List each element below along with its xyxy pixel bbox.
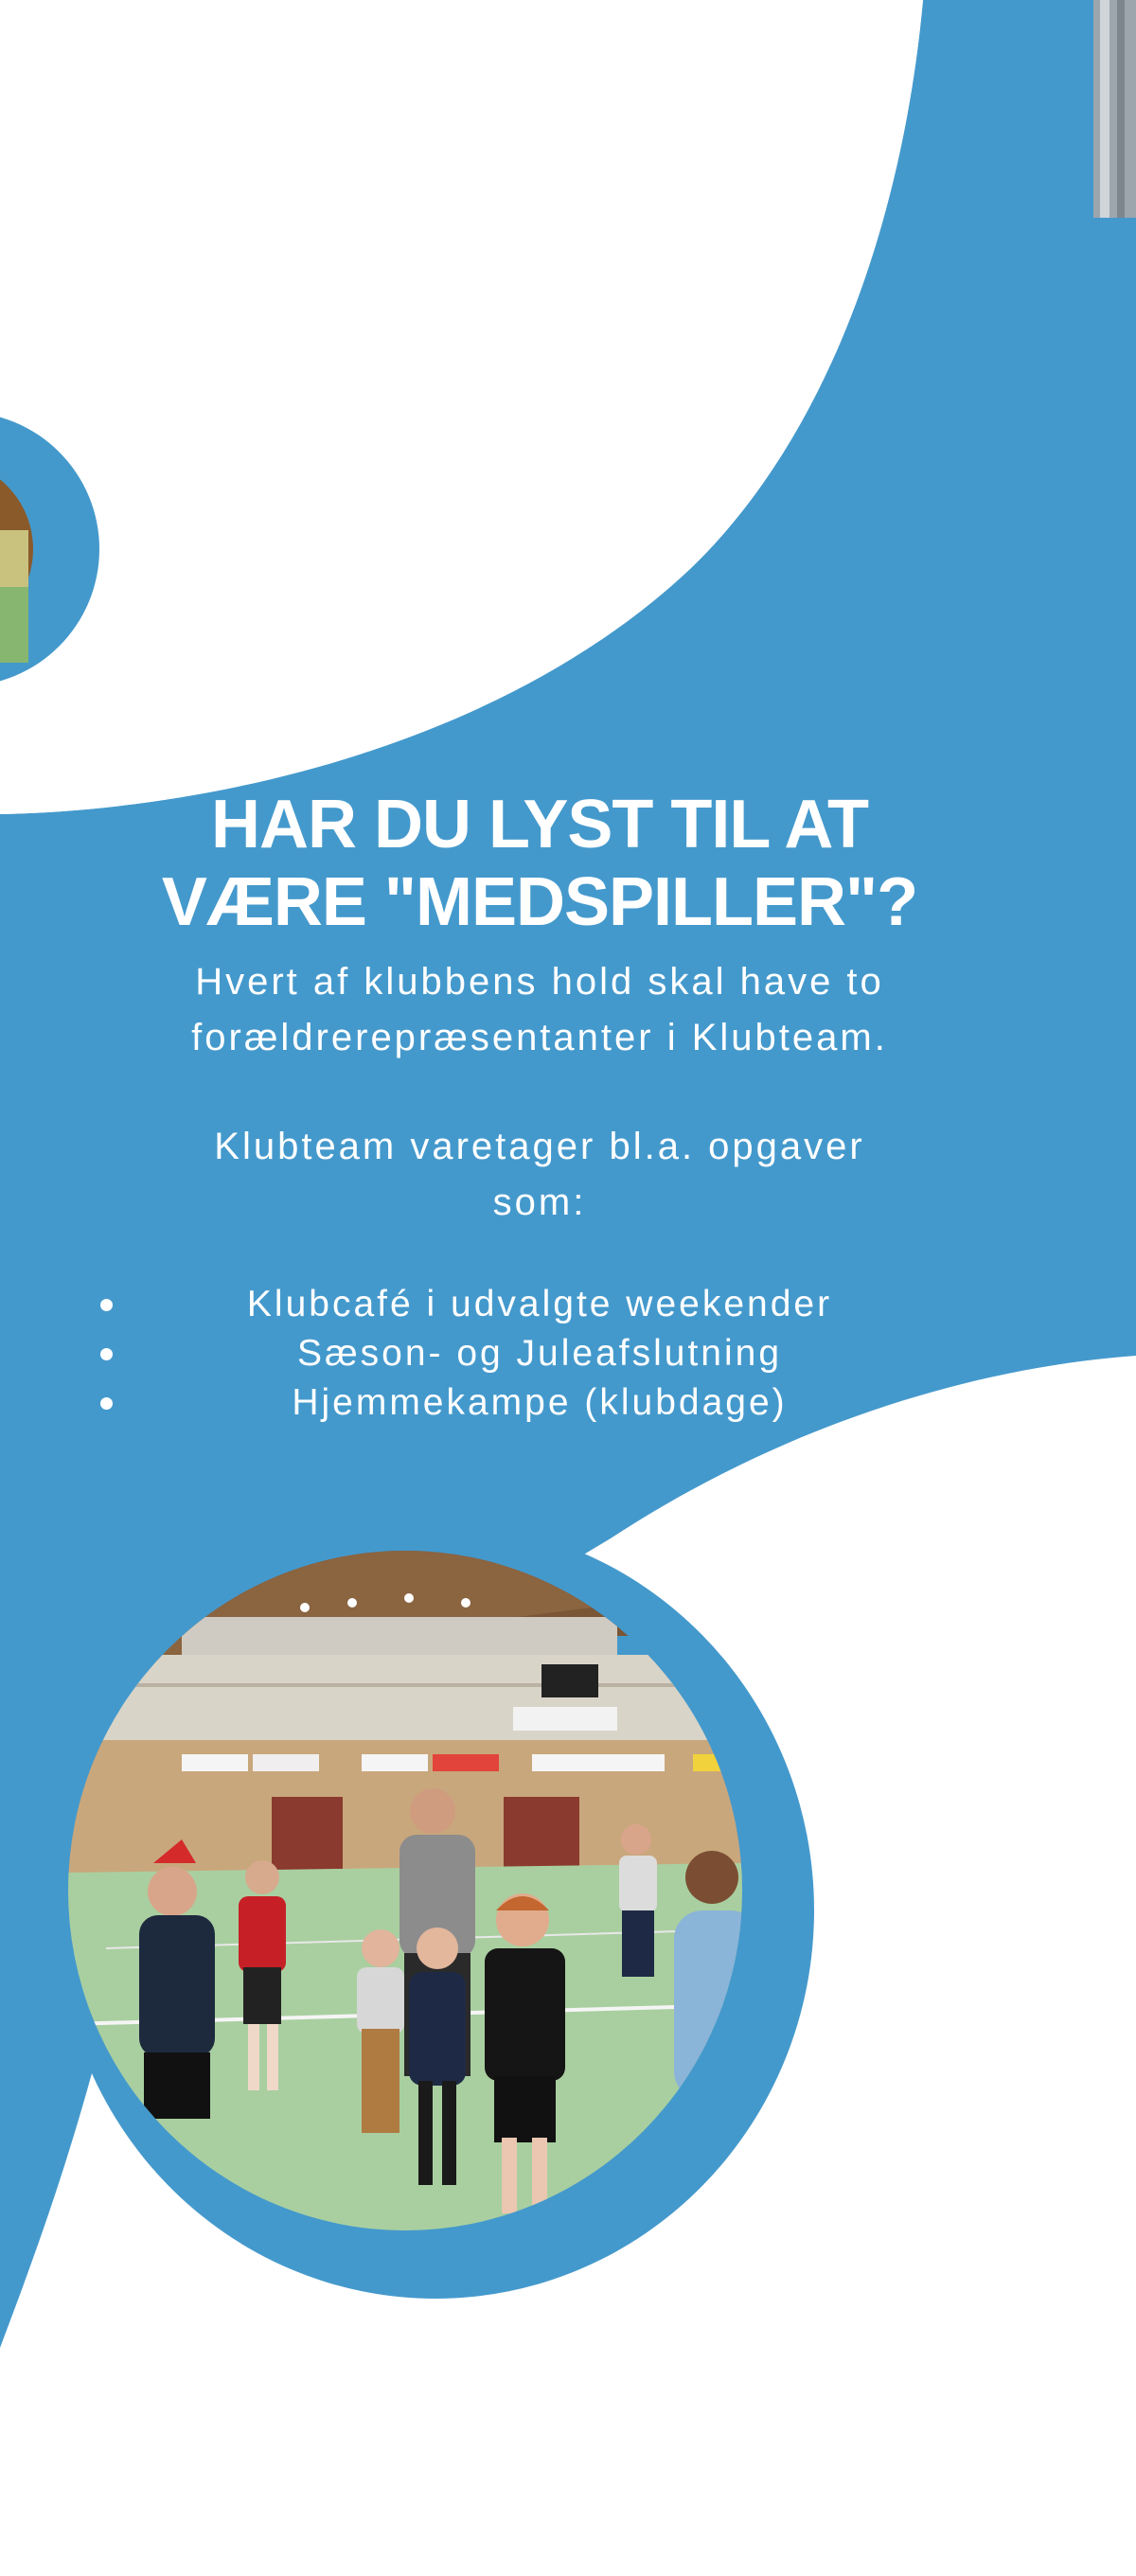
list-item [57,1280,1022,1329]
lead-line-2: som: [492,1181,587,1223]
title-line-2: VÆRE "MEDSPILLER"? [161,864,918,940]
intro-text [57,954,1022,1066]
lead-text [57,1119,1022,1231]
lead-line-1: Klubteam varetager bl.a. opgaver [214,1126,865,1167]
list-item [57,1329,1022,1378]
list-item [57,1378,1022,1428]
task-label: Sæson- og Juleafslutning [296,1333,783,1374]
intro-line-1: Hvert af klubbens hold skal have to [195,961,884,1003]
title-line-1: HAR DU LYST TIL AT [210,787,869,862]
bullet-icon [100,1299,113,1311]
bullet-icon [100,1397,113,1410]
task-label: Hjemmekampe (klubdage) [292,1382,788,1423]
handball-photo [68,1551,742,2230]
info-section [57,786,1022,1428]
task-list [57,1280,1022,1428]
task-label: Klubcafé i udvalgte weekender [246,1284,833,1324]
intro-line-2: forældrerepræsentanter i Klubteam. [191,1017,888,1058]
page-title [57,786,1022,941]
bullet-icon [100,1348,113,1360]
top-right-photo-fragment [1093,0,1136,218]
